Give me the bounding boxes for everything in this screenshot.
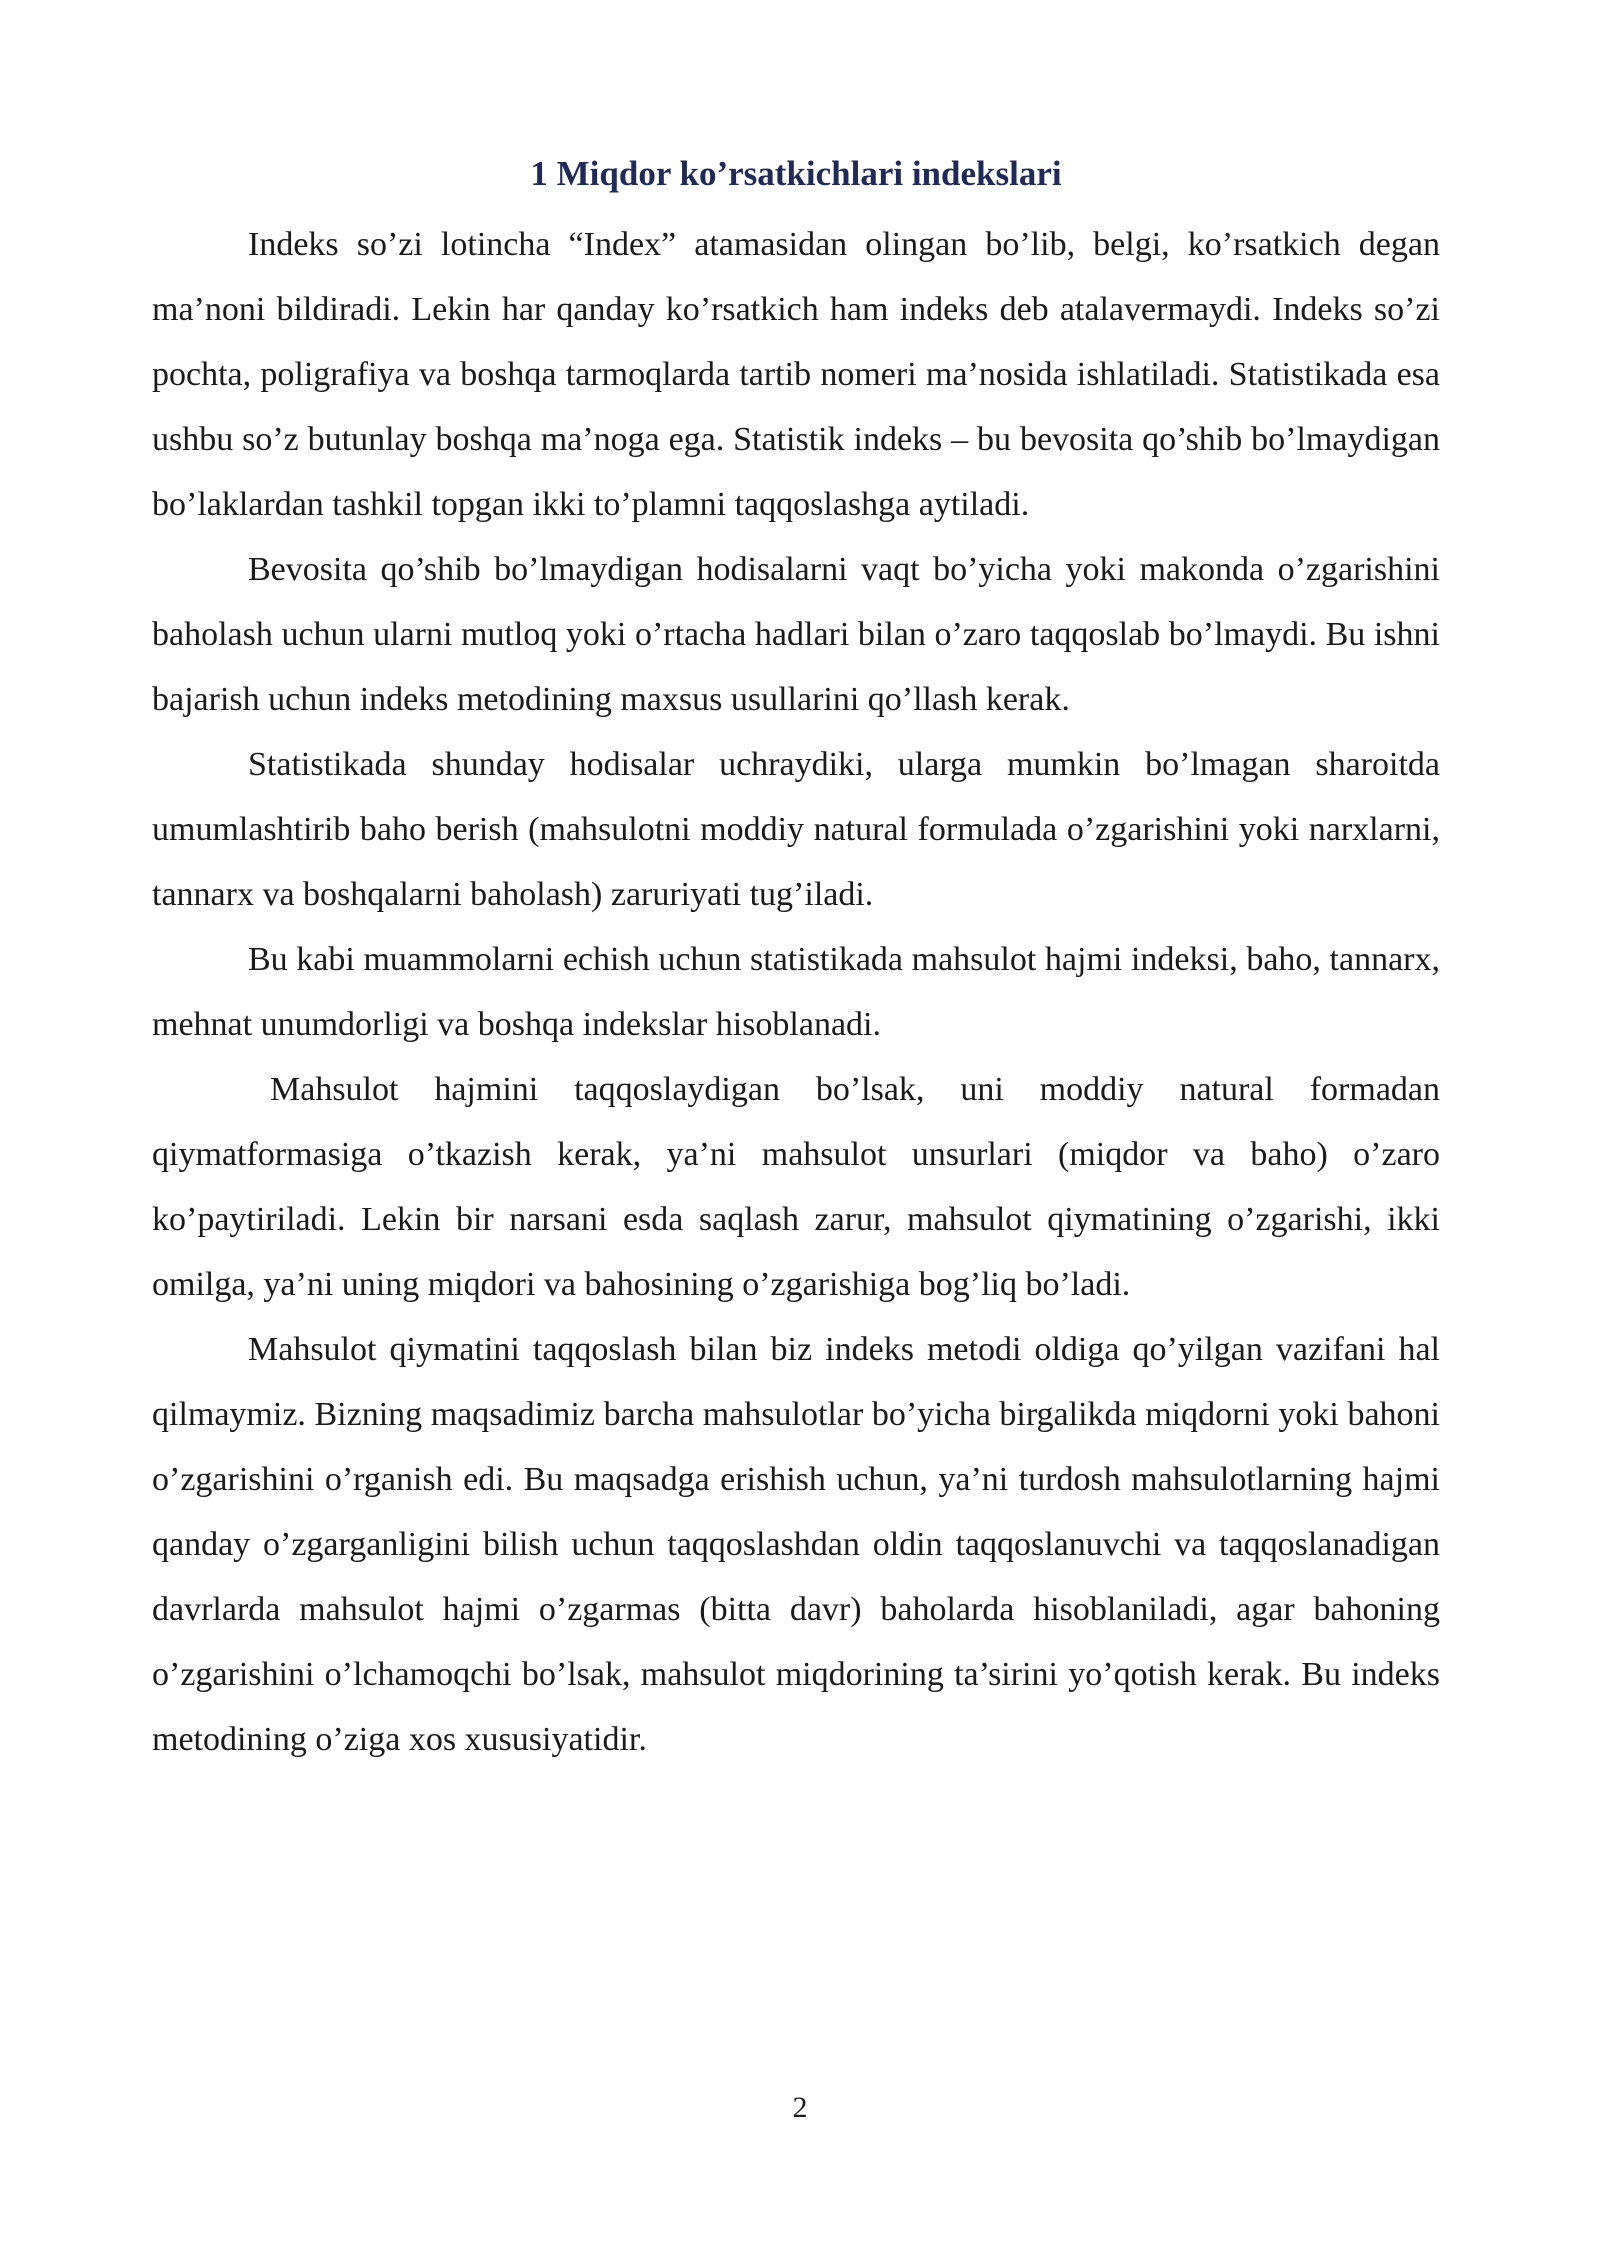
paragraph-2: Bevosita qo’shib bo’lmaydigan hodisalarni vaqt bo’yicha yoki makonda o’zgarishini baholash uchun ularni mutloq yoki o’rtacha hadlari bilan o’zaro taqqoslab bo’lmaydi. Bu ishni bajarish uchun indeks metodining maxsus usullarini qo’llash kerak. <box>152 551 1440 718</box>
paragraph-4: Bu kabi muammolarni echish uchun statistikada mahsulot hajmi indeksi, baho, tannarx, mehnat unumdorligi va boshqa indekslar hisoblanadi. <box>152 941 1440 1043</box>
paragraph-5: Mahsulot hajmini taqqoslaydigan bo’lsak, uni moddiy natural formadan qiymatformasiga o’tkazish kerak, ya’ni mahsulot unsurlari (miqdor va baho) o’zaro ko’paytiriladi. Lekin bir narsani esda saqlash zarur, mahsulot qiymatining o’zgarishi, ikki omilga, ya’ni uning miqdori va bahosining o’zgarishiga bog’liq bo’ladi. <box>152 1071 1440 1303</box>
page-number: 2 <box>792 2091 808 2124</box>
paragraph-1: Indeks so’zi lotincha “Index” atamasidan olingan bo’lib, belgi, ko’rsatkich degan ma’noni bildiradi. Lekin har qanday ko’rsatkich ham indeks deb atalavermaydi. Indeks so’zi pochta, poligrafiya va boshqa tarmoqlarda tartib nomeri ma’nosida ishlatiladi. Statistikada esa ushbu so’z butunlay boshqa ma’noga ega. Statistik indeks – bu bevosita qo’shib bo’lmaydigan bo’laklardan tashkil topgan ikki to’plamni taqqoslashga aytiladi. <box>152 226 1440 523</box>
paragraph-3: Statistikada shunday hodisalar uchraydiki, ularga mumkin bo’lmagan sharoitda umumlashtirib baho berish (mahsulotni moddiy natural formulada o’zgarishini yoki narxlarni, tannarx va boshqalarni baholash) zaruriyati tug’iladi. <box>152 746 1440 913</box>
paragraph-6: Mahsulot qiymatini taqqoslash bilan biz indeks metodi oldiga qo’yilgan vazifani hal qilmaymiz. Bizning maqsadimiz barcha mahsulotlar bo’yicha birgalikda miqdorni yoki bahoni o’zgarishini o’rganish edi. Bu maqsadga erishish uchun, ya’ni turdosh mahsulotlarning hajmi qanday o’zgarganligini bilish uchun taqqoslashdan oldin taqqoslanuvchi va taqqoslanadigan davrlarda mahsulot hajmi o’zgarmas (bitta davr) baholarda hisoblaniladi, agar bahoning o’zgarishini o’lchamoqchi bo’lsak, mahsulot miqdorining ta’sirini yo’qotish kerak. Bu indeks metodining o’ziga xos xususiyatidir. <box>152 1331 1440 1758</box>
page-content <box>152 148 1440 1772</box>
section-title: 1 Miqdor ko’rsatkichlari indekslari <box>530 154 1062 193</box>
